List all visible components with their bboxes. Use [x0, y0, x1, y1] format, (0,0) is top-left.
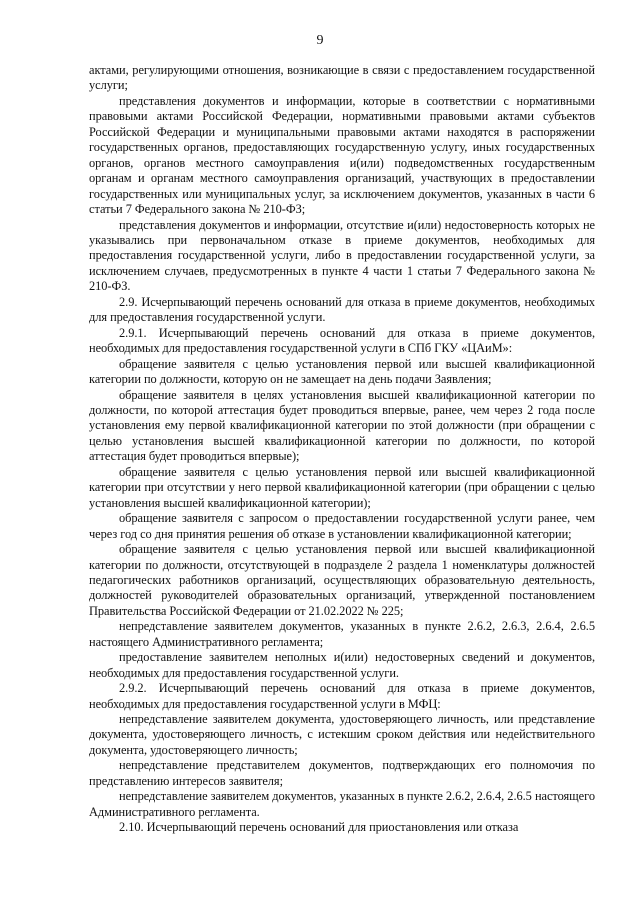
list-item: непредставление представителем документов, подтверждающих его полномочия по представлению интересов заявителя;	[89, 758, 595, 788]
page-number: 9	[316, 33, 324, 48]
paragraph: представления документов и информации, отсутствие и(или) недостоверность которых не указывались при первоначальном отказе в приеме документов, необходимых для предоставления государственной услуги, либо в предоставлении государственной услуги, за исключением случаев, предусмотренных в пункте 4 части 1 статьи 7 Федерального закона № 210-ФЗ.	[89, 217, 595, 294]
section-heading-2-9-2: 2.9.2. Исчерпывающий перечень оснований для отказа в приеме документов, необходимых для предоставления государственной услуги в МФЦ:	[89, 681, 595, 711]
paragraph-continuation: актами, регулирующими отношения, возникающие в связи с предоставлением государственной услуги;	[89, 63, 595, 93]
list-item: предоставление заявителем неполных и(или) недостоверных сведений и документов, необходимых для предоставления государственной услуги.	[89, 650, 595, 680]
section-heading-2-9-1: 2.9.1. Исчерпывающий перечень оснований для отказа в приеме документов, необходимых для предоставления государственной услуги в СПб ГКУ «ЦАиМ»:	[89, 325, 595, 356]
list-item: обращение заявителя в целях установления высшей квалификационной категории по должности, по которой аттестация будет проводиться впервые, ранее, чем через 2 года после установления ему первой квалификационной категории по этой должности (при обращении с целью установления высшей квалификационной категории по должности, по которой аттестация будет проводиться впервые);	[89, 387, 595, 464]
list-item: непредставление заявителем документа, удостоверяющего личность, или представление документа, удостоверяющего личность, с истекшим сроком действия или недействительного документа, удостоверяющего личность;	[89, 712, 595, 757]
paragraph: представления документов и информации, которые в соответствии с нормативными правовыми актами Российской Федерации, нормативными правовыми актами субъектов Российской Федерации и муниципальными правовыми актами находятся в распоряжении государственных органов, предоставляющих государственную услугу, иных государственных органов, органов местного самоуправления и(или) подведомственных государственным органам и органам местного самоуправления организаций, участвующих в предоставлении государственных или муниципальных услуг, за исключением документов, указанных в части 6 статьи 7 Федерального закона № 210-ФЗ;	[89, 93, 595, 217]
document-body	[89, 63, 595, 836]
list-item: непредставление заявителем документов, указанных в пункте 2.6.2, 2.6.3, 2.6.4, 2.6.5 настоящего Административного регламента;	[89, 619, 595, 649]
list-item: непредставление заявителем документов, указанных в пункте 2.6.2, 2.6.4, 2.6.5 настоящего Административного регламента.	[89, 789, 595, 819]
list-item: обращение заявителя с целью установления первой или высшей квалификационной категории при отсутствии у него первой квалификационной категории (при обращении с целью установления высшей квалификационной категории);	[89, 464, 595, 510]
section-heading-2-9: 2.9. Исчерпывающий перечень оснований для отказа в приеме документов, необходимых для предоставления государственной услуги.	[89, 294, 595, 325]
list-item: обращение заявителя с целью установления первой или высшей квалификационной категории по должности, отсутствующей в подразделе 2 раздела 1 номенклатуры должностей педагогических работников организаций, осуществляющих образовательную деятельность, должностей руководителей образовательных организаций, утвержденной постановлением Правительства Российской Федерации от 21.02.2022 № 225;	[89, 542, 595, 618]
section-heading-2-10: 2.10. Исчерпывающий перечень оснований для приостановления или отказа	[119, 820, 519, 835]
list-item: обращение заявителя с запросом о предоставлении государственной услуги ранее, чем через год со дня принятия решения об отказе в установлении квалификационной категории;	[89, 511, 595, 541]
list-item: обращение заявителя с целью установления первой или высшей квалификационной категории по должности, которую он не замещает на день подачи Заявления;	[89, 356, 595, 387]
